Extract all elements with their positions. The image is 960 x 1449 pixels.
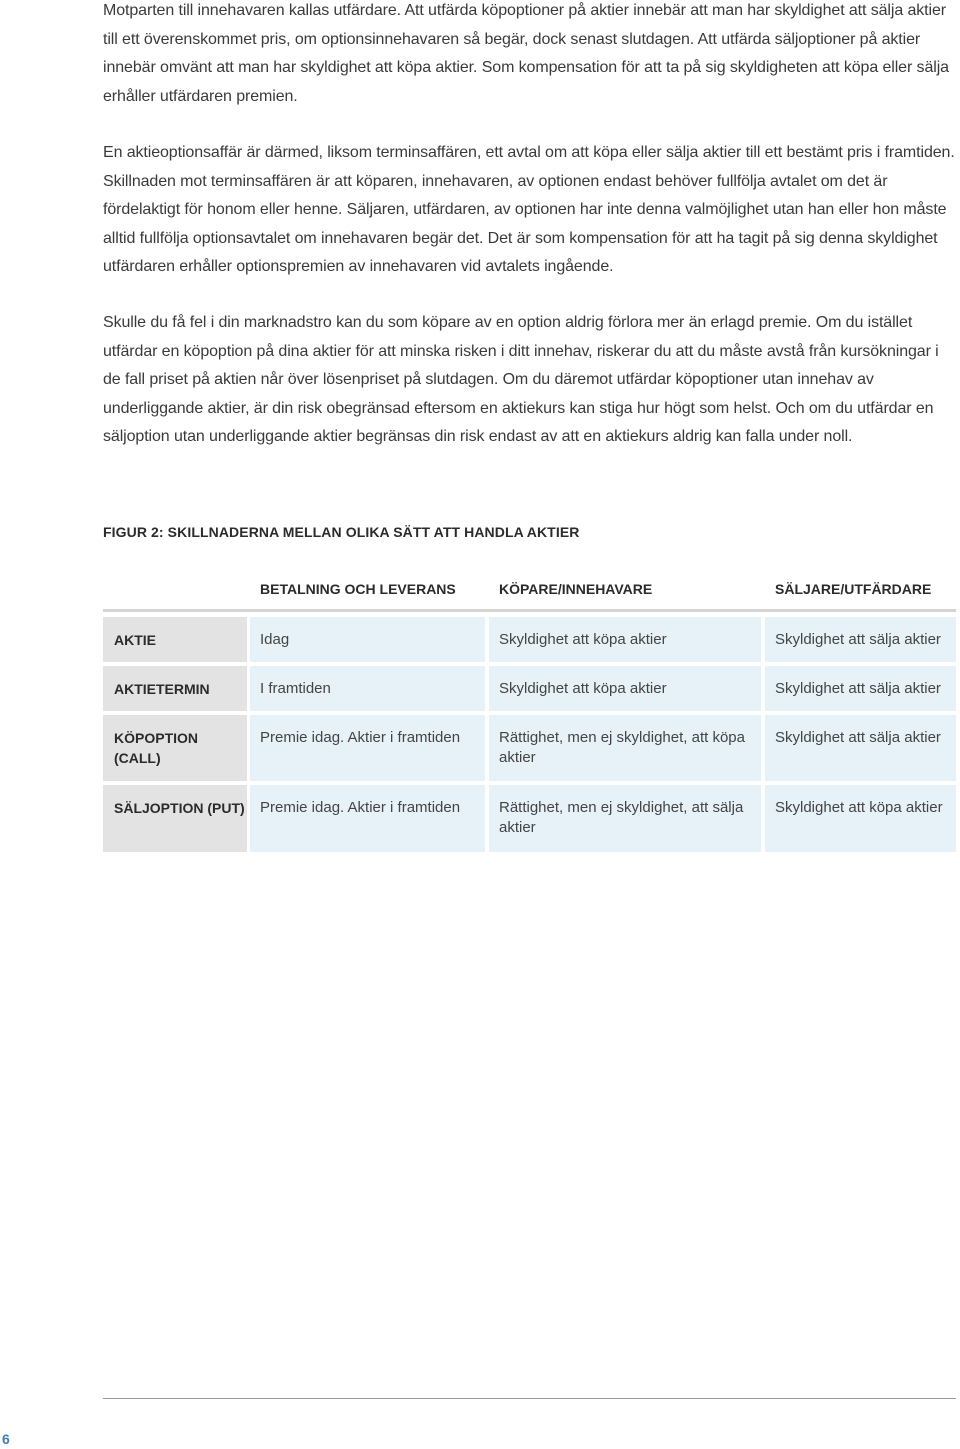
table-cell: Premie idag. Aktier i framtiden bbox=[250, 715, 485, 781]
header-divider bbox=[103, 609, 956, 612]
row-label: AKTIE bbox=[103, 617, 247, 662]
table-cell: Skyldighet att sälja aktier bbox=[765, 666, 956, 711]
table-cell: Rättighet, men ej skyldighet, att köpa aktier bbox=[489, 715, 761, 781]
row-label: KÖPOPTION (CALL) bbox=[103, 715, 247, 781]
table-cell: Skyldighet att köpa aktier bbox=[765, 785, 956, 852]
body-paragraph-1: Motparten till innehavaren kallas utfärdare. Att utfärda köpoptioner på aktier innebär att man har skyldighet att sälja aktier till ett överenskommet pris, om optionsinnehavaren så begär, dock senast slutdagen. Att utfärda säljoptioner på aktier innebär omvänt att man har skyldighet att köpa aktier. Som kompensation för att ta på sig skyldigheten att köpa eller sälja erhåller utfärdaren premien. bbox=[103, 2, 949, 105]
column-header-seller: SÄLJARE/UTFÄRDARE bbox=[775, 581, 932, 597]
table-cell: Premie idag. Aktier i framtiden bbox=[250, 785, 485, 852]
table-cell: Skyldighet att sälja aktier bbox=[765, 715, 956, 781]
table-cell: Rättighet, men ej skyldighet, att sälja aktier bbox=[489, 785, 761, 852]
column-header-payment: BETALNING OCH LEVERANS bbox=[260, 581, 456, 597]
table-cell: Idag bbox=[250, 617, 485, 662]
table-cell: Skyldighet att köpa aktier bbox=[489, 666, 761, 711]
body-paragraph-2: En aktieoptionsaffär är därmed, liksom terminsaffären, ett avtal om att köpa eller sälja aktier till ett bestämt pris i framtiden. Skillnaden mot terminsaffären är att köparen, innehavaren, av optionen endast behöver fullfölja avtalet om det är fördelaktigt för honom eller henne. Säljaren, utfärdaren, av optionen har inte denna valmöjlighet utan han eller hon måste alltid fullfölja optionsavtalet om innehavaren begär det. Det är som kompensation för att ha tagit på sig denna skyldighet utfärdaren erhåller optionspremien av innehavaren vid avtalets ingående. bbox=[103, 144, 955, 275]
table-row bbox=[103, 666, 956, 711]
table-cell: Skyldighet att sälja aktier bbox=[765, 617, 956, 662]
table-row bbox=[103, 617, 956, 662]
footer-divider bbox=[103, 1398, 956, 1399]
table-row bbox=[103, 715, 956, 781]
body-paragraph-3: Skulle du få fel i din marknadstro kan du som köpare av en option aldrig förlora mer än erlagd premie. Om du istället utfärdar en köpoption på dina aktier för att minska risken i ditt innehav, riskerar du att du måste avstå från kursökningar i de fall priset på aktien når över lösenpriset på slutdagen. Om du däremot utfärdar köpoptioner utan innehav av underliggande aktier, är din risk obegränsad eftersom en aktiekurs kan stiga hur högt som helst. Och om du utfärdar en säljoption utan underliggande aktier begränsas din risk endast av att en aktiekurs aldrig kan falla under noll. bbox=[103, 314, 939, 445]
row-label: SÄLJOPTION (PUT) bbox=[103, 785, 247, 852]
page-number: 6 bbox=[2, 1431, 10, 1447]
row-label: AKTIETERMIN bbox=[103, 666, 247, 711]
figure-title: FIGUR 2: SKILLNADERNA MELLAN OLIKA SÄTT ATT HANDLA AKTIER bbox=[103, 524, 580, 540]
table-cell: Skyldighet att köpa aktier bbox=[489, 617, 761, 662]
table-cell: I framtiden bbox=[250, 666, 485, 711]
table-row bbox=[103, 785, 956, 852]
column-header-buyer: KÖPARE/INNEHAVARE bbox=[499, 581, 653, 597]
